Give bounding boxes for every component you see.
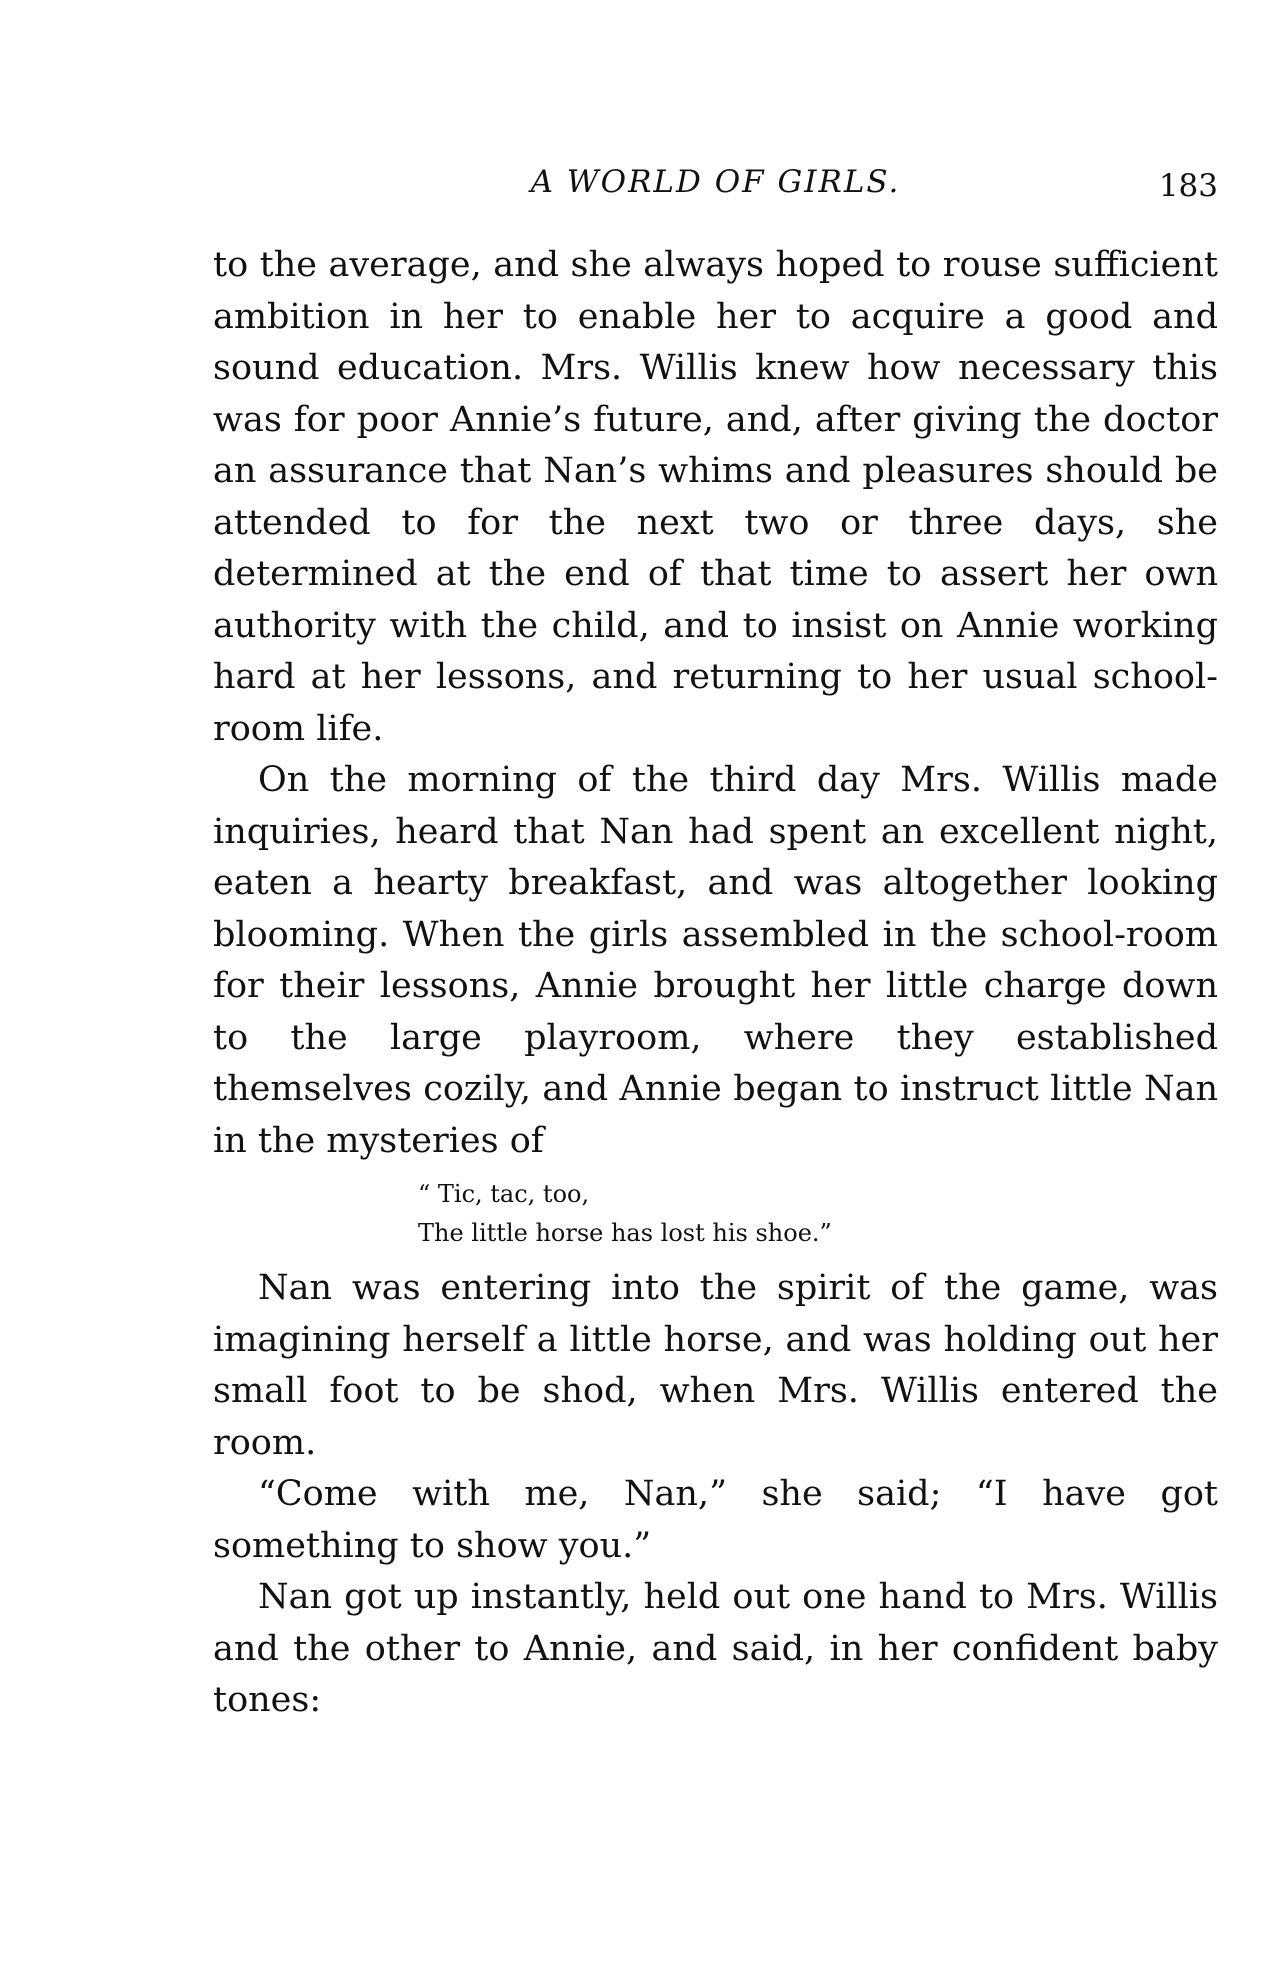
verse-line-1: “ Tic, tac, too, <box>418 1180 590 1208</box>
paragraph-3: Nan was entering into the spirit of the game, was imagining herself a little horse, and was holding out her small foot to be shod, when Mrs. Willis entered the room. <box>213 1268 1218 1463</box>
paragraph-2: On the morning of the third day Mrs. Willis made inquiries, heard that Nan had spent an excellent night, eaten a hearty breakfast, and was altogether looking blooming. When the girls assembled in the school-room for their lessons, Annie brought her little charge down to the large playroom, where they established themselves cozily, and Annie began to instruct little Nan in the mysteries of <box>213 760 1218 1161</box>
running-head <box>213 164 1218 208</box>
body-text <box>213 240 1218 1727</box>
paragraph-4: “Come with me, Nan,” she said; “I have got something to show you.” <box>213 1474 1218 1566</box>
verse-line-2: The little horse has lost his shoe.” <box>418 1219 832 1247</box>
page-number: 183 <box>1158 168 1218 204</box>
running-title: A WORLD OF GIRLS. <box>530 164 901 200</box>
paragraph-5: Nan got up instantly, held out one hand to Mrs. Willis and the other to Annie, and said, in her confident baby tones: <box>213 1577 1218 1720</box>
verse-quote <box>213 1175 1218 1253</box>
paragraph-1: to the average, and she always hoped to rouse sufficient ambition in her to enable her to acquire a good and sound education. Mrs. Willis knew how necessary this was for poor Annie’s future, and, after giving the doctor an assurance that Nan’s whims and pleasures should be attended to for the next two or three days, she determined at the end of that time to assert her own authority with the child, and to insist on Annie working hard at her lessons, and returning to her usual school-room life. <box>213 245 1218 749</box>
